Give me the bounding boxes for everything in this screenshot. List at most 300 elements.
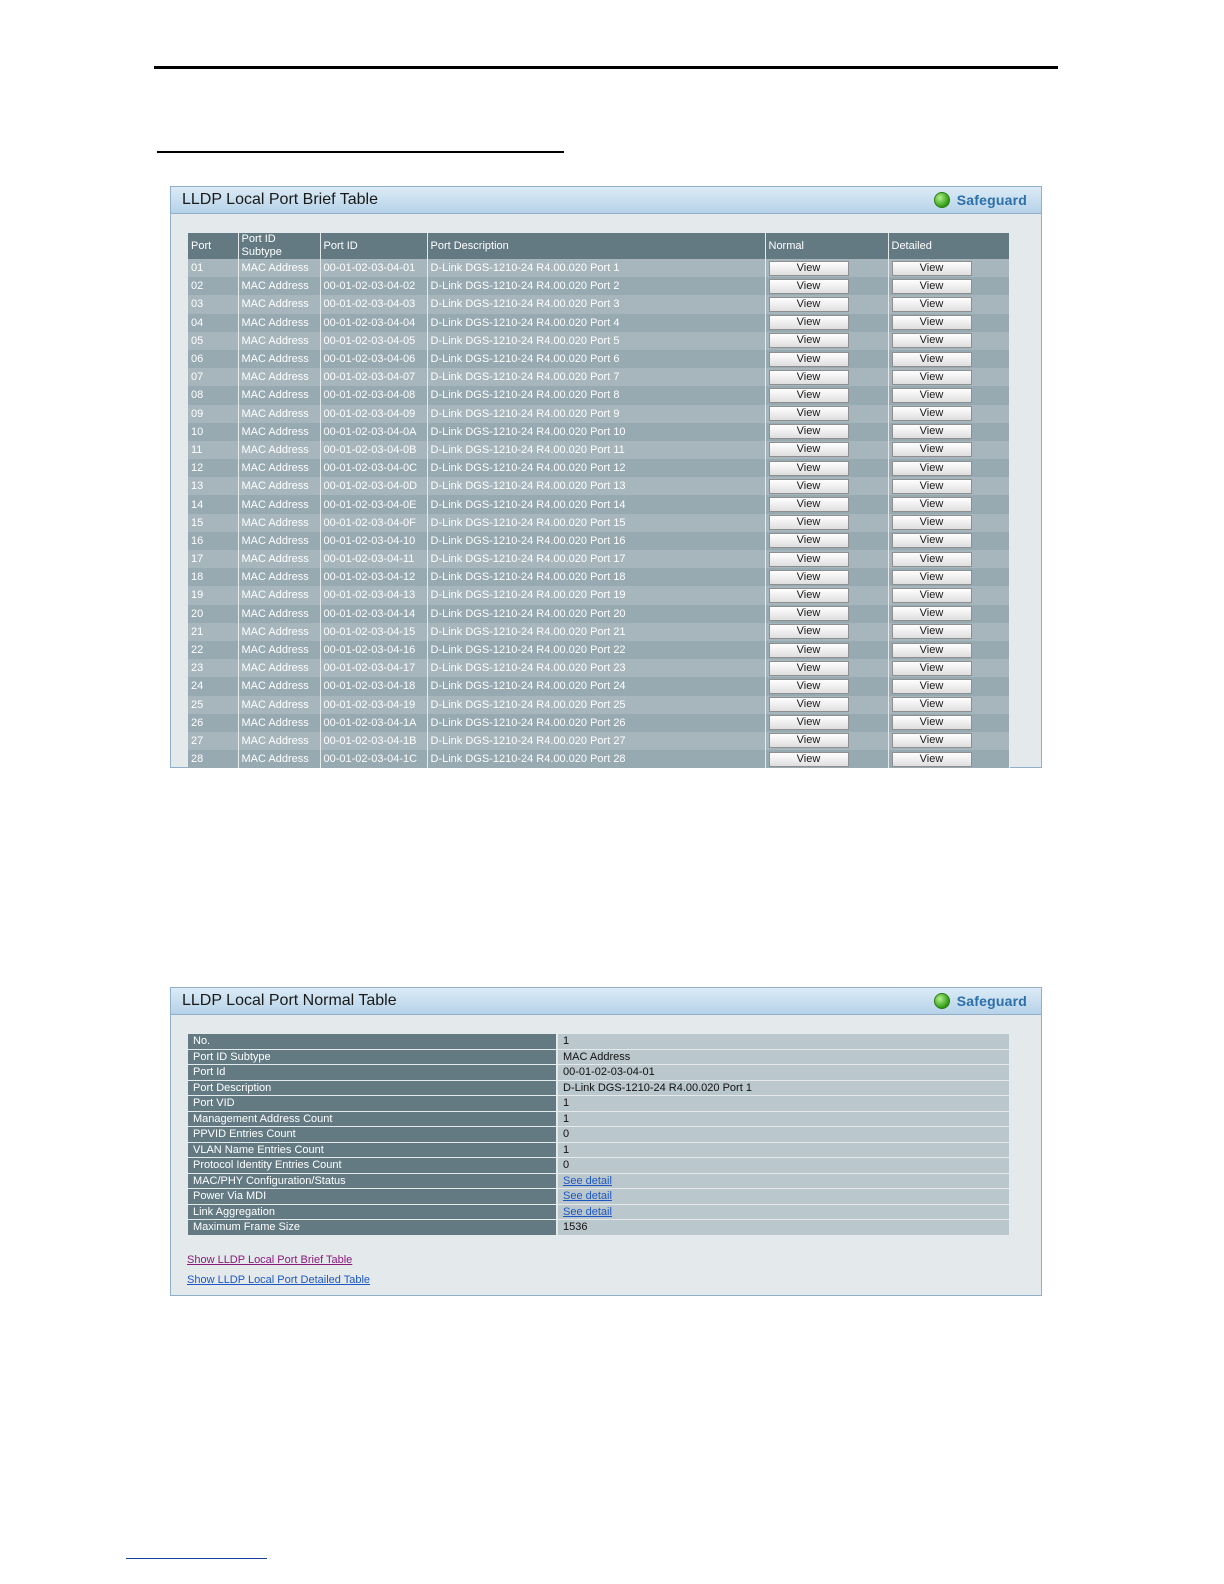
- field-value: 1536: [557, 1220, 1009, 1236]
- normal-view-button[interactable]: View: [769, 279, 849, 294]
- safeguard-status-icon: [934, 192, 950, 208]
- button-cell: [888, 386, 1009, 404]
- port-id-subtype-cell: MAC Address: [238, 714, 320, 732]
- field-label: No.: [188, 1034, 557, 1049]
- port-description-cell: D-Link DGS-1210-24 R4.00.020 Port 8: [427, 386, 765, 404]
- port-description-cell: D-Link DGS-1210-24 R4.00.020 Port 18: [427, 568, 765, 586]
- field-value: 1: [557, 1111, 1009, 1127]
- port-id-subtype-cell: MAC Address: [238, 641, 320, 659]
- port-description-cell: D-Link DGS-1210-24 R4.00.020 Port 25: [427, 696, 765, 714]
- port-cell: 11: [188, 441, 238, 459]
- port-cell: 20: [188, 605, 238, 623]
- port-id-cell: 00-01-02-03-04-13: [320, 586, 427, 604]
- normal-view-button[interactable]: View: [769, 661, 849, 676]
- normal-view-button[interactable]: View: [769, 406, 849, 421]
- detailed-view-button[interactable]: View: [892, 479, 972, 494]
- normal-view-button[interactable]: View: [769, 442, 849, 457]
- button-cell: [888, 750, 1009, 768]
- table-row: [188, 1204, 1009, 1220]
- table-row: [188, 659, 1009, 677]
- port-description-cell: D-Link DGS-1210-24 R4.00.020 Port 7: [427, 368, 765, 386]
- detailed-view-button[interactable]: View: [892, 643, 972, 658]
- port-id-subtype-cell: MAC Address: [238, 532, 320, 550]
- button-cell: [765, 259, 888, 277]
- port-id-subtype-cell: MAC Address: [238, 441, 320, 459]
- table-row: [188, 641, 1009, 659]
- button-cell: [888, 350, 1009, 368]
- detailed-view-button[interactable]: View: [892, 733, 972, 748]
- table-row: [188, 550, 1009, 568]
- port-description-cell: D-Link DGS-1210-24 R4.00.020 Port 24: [427, 677, 765, 695]
- normal-view-button[interactable]: View: [769, 352, 849, 367]
- field-value: [557, 1189, 1009, 1205]
- port-id-cell: 00-01-02-03-04-0A: [320, 423, 427, 441]
- table-row: [188, 1158, 1009, 1174]
- table-row: [188, 314, 1009, 332]
- field-label: Port Description: [188, 1080, 557, 1096]
- see-detail-link[interactable]: See detail: [563, 1205, 612, 1218]
- button-cell: [765, 732, 888, 750]
- section-heading-underline: [157, 151, 564, 153]
- detailed-view-button[interactable]: View: [892, 606, 972, 621]
- port-cell: 03: [188, 295, 238, 313]
- port-cell: 17: [188, 550, 238, 568]
- detailed-view-button[interactable]: View: [892, 752, 972, 767]
- field-label: Protocol Identity Entries Count: [188, 1158, 557, 1174]
- normal-view-button[interactable]: View: [769, 497, 849, 512]
- port-id-subtype-cell: MAC Address: [238, 750, 320, 768]
- port-cell: 27: [188, 732, 238, 750]
- lldp-normal-table: [188, 1034, 1009, 1236]
- detailed-view-button[interactable]: View: [892, 261, 972, 276]
- port-cell: 06: [188, 350, 238, 368]
- button-cell: [888, 550, 1009, 568]
- footer-rule: [126, 1558, 267, 1559]
- table-row: [188, 586, 1009, 604]
- port-id-subtype-cell: MAC Address: [238, 659, 320, 677]
- port-id-cell: 00-01-02-03-04-02: [320, 277, 427, 295]
- normal-view-button[interactable]: View: [769, 679, 849, 694]
- normal-view-button[interactable]: View: [769, 461, 849, 476]
- port-description-cell: D-Link DGS-1210-24 R4.00.020 Port 22: [427, 641, 765, 659]
- field-value: 1: [557, 1096, 1009, 1112]
- button-cell: [765, 677, 888, 695]
- table-row: [188, 1127, 1009, 1143]
- button-cell: [765, 750, 888, 768]
- port-description-cell: D-Link DGS-1210-24 R4.00.020 Port 16: [427, 532, 765, 550]
- button-cell: [888, 714, 1009, 732]
- normal-view-button[interactable]: View: [769, 315, 849, 330]
- table-row: [188, 750, 1009, 768]
- button-cell: [888, 696, 1009, 714]
- field-label: VLAN Name Entries Count: [188, 1142, 557, 1158]
- safeguard-label: Safeguard: [956, 192, 1027, 208]
- detailed-view-button[interactable]: View: [892, 352, 972, 367]
- port-description-cell: D-Link DGS-1210-24 R4.00.020 Port 19: [427, 586, 765, 604]
- button-cell: [888, 495, 1009, 513]
- port-id-cell: 00-01-02-03-04-07: [320, 368, 427, 386]
- detailed-view-button[interactable]: View: [892, 424, 972, 439]
- port-description-cell: D-Link DGS-1210-24 R4.00.020 Port 5: [427, 332, 765, 350]
- port-cell: 21: [188, 623, 238, 641]
- port-description-cell: D-Link DGS-1210-24 R4.00.020 Port 26: [427, 714, 765, 732]
- safeguard-indicator: [934, 993, 1027, 1009]
- field-value: D-Link DGS-1210-24 R4.00.020 Port 1: [557, 1080, 1009, 1096]
- port-cell: 08: [188, 386, 238, 404]
- port-cell: 15: [188, 514, 238, 532]
- field-value: 1: [557, 1034, 1009, 1049]
- button-cell: [888, 677, 1009, 695]
- column-header: Port ID: [320, 233, 427, 259]
- port-description-cell: D-Link DGS-1210-24 R4.00.020 Port 9: [427, 405, 765, 423]
- button-cell: [765, 714, 888, 732]
- port-description-cell: D-Link DGS-1210-24 R4.00.020 Port 10: [427, 423, 765, 441]
- port-cell: 07: [188, 368, 238, 386]
- port-id-subtype-cell: MAC Address: [238, 368, 320, 386]
- button-cell: [765, 568, 888, 586]
- port-id-cell: 00-01-02-03-04-0C: [320, 459, 427, 477]
- table-row: [188, 277, 1009, 295]
- table-row: [188, 477, 1009, 495]
- button-cell: [888, 441, 1009, 459]
- port-cell: 18: [188, 568, 238, 586]
- port-description-cell: D-Link DGS-1210-24 R4.00.020 Port 3: [427, 295, 765, 313]
- table-row: [188, 295, 1009, 313]
- port-id-cell: 00-01-02-03-04-05: [320, 332, 427, 350]
- port-id-subtype-cell: MAC Address: [238, 295, 320, 313]
- button-cell: [888, 586, 1009, 604]
- port-cell: 24: [188, 677, 238, 695]
- normal-view-button[interactable]: View: [769, 533, 849, 548]
- port-id-cell: 00-01-02-03-04-03: [320, 295, 427, 313]
- port-description-cell: D-Link DGS-1210-24 R4.00.020 Port 28: [427, 750, 765, 768]
- button-cell: [765, 350, 888, 368]
- port-id-subtype-cell: MAC Address: [238, 550, 320, 568]
- field-value: [557, 1173, 1009, 1189]
- button-cell: [888, 405, 1009, 423]
- lldp-brief-panel: [170, 186, 1042, 768]
- normal-view-button[interactable]: View: [769, 624, 849, 639]
- port-id-cell: 00-01-02-03-04-01: [320, 259, 427, 277]
- port-description-cell: D-Link DGS-1210-24 R4.00.020 Port 27: [427, 732, 765, 750]
- button-cell: [765, 441, 888, 459]
- table-row: [188, 568, 1009, 586]
- port-id-cell: 00-01-02-03-04-09: [320, 405, 427, 423]
- column-header: Port ID Subtype: [238, 233, 320, 259]
- detailed-view-button[interactable]: View: [892, 570, 972, 585]
- port-cell: 02: [188, 277, 238, 295]
- button-cell: [765, 532, 888, 550]
- button-cell: [888, 277, 1009, 295]
- table-row: [188, 405, 1009, 423]
- field-value: [557, 1204, 1009, 1220]
- field-label: Port VID: [188, 1096, 557, 1112]
- button-cell: [888, 423, 1009, 441]
- table-row: [188, 732, 1009, 750]
- table-row: [188, 459, 1009, 477]
- port-id-cell: 00-01-02-03-04-1B: [320, 732, 427, 750]
- normal-view-button[interactable]: View: [769, 606, 849, 621]
- port-id-cell: 00-01-02-03-04-18: [320, 677, 427, 695]
- port-description-cell: D-Link DGS-1210-24 R4.00.020 Port 11: [427, 441, 765, 459]
- normal-view-button[interactable]: View: [769, 697, 849, 712]
- normal-view-button[interactable]: View: [769, 333, 849, 348]
- normal-view-button[interactable]: View: [769, 370, 849, 385]
- lldp-normal-panel: [170, 987, 1042, 1296]
- button-cell: [765, 295, 888, 313]
- table-row: [188, 386, 1009, 404]
- button-cell: [888, 314, 1009, 332]
- button-cell: [888, 641, 1009, 659]
- port-id-cell: 00-01-02-03-04-1A: [320, 714, 427, 732]
- port-id-cell: 00-01-02-03-04-17: [320, 659, 427, 677]
- table-row: [188, 332, 1009, 350]
- port-cell: 14: [188, 495, 238, 513]
- normal-view-button[interactable]: View: [769, 388, 849, 403]
- table-row: [188, 1173, 1009, 1189]
- detailed-view-button[interactable]: View: [892, 297, 972, 312]
- button-cell: [888, 514, 1009, 532]
- normal-view-button[interactable]: View: [769, 715, 849, 730]
- port-description-cell: D-Link DGS-1210-24 R4.00.020 Port 17: [427, 550, 765, 568]
- port-cell: 16: [188, 532, 238, 550]
- detailed-view-button[interactable]: View: [892, 497, 972, 512]
- table-row: [188, 1220, 1009, 1236]
- detailed-view-button[interactable]: View: [892, 515, 972, 530]
- panel-header: [171, 187, 1041, 214]
- button-cell: [765, 277, 888, 295]
- button-cell: [765, 605, 888, 623]
- table-row: [188, 532, 1009, 550]
- see-detail-link[interactable]: See detail: [563, 1174, 612, 1187]
- detailed-view-button[interactable]: View: [892, 333, 972, 348]
- safeguard-label: Safeguard: [956, 993, 1027, 1009]
- port-id-cell: 00-01-02-03-04-04: [320, 314, 427, 332]
- table-row: [188, 1142, 1009, 1158]
- field-label: PPVID Entries Count: [188, 1127, 557, 1143]
- button-cell: [888, 477, 1009, 495]
- table-row: [188, 1065, 1009, 1081]
- button-cell: [888, 459, 1009, 477]
- button-cell: [765, 314, 888, 332]
- normal-view-button[interactable]: View: [769, 752, 849, 767]
- button-cell: [888, 732, 1009, 750]
- button-cell: [765, 405, 888, 423]
- normal-view-button[interactable]: View: [769, 424, 849, 439]
- table-row: [188, 423, 1009, 441]
- port-cell: 09: [188, 405, 238, 423]
- port-cell: 10: [188, 423, 238, 441]
- port-cell: 12: [188, 459, 238, 477]
- field-label: Link Aggregation: [188, 1204, 557, 1220]
- table-row: [188, 1111, 1009, 1127]
- normal-view-button[interactable]: View: [769, 588, 849, 603]
- field-value: 0: [557, 1158, 1009, 1174]
- table-row: [188, 368, 1009, 386]
- port-id-cell: 00-01-02-03-04-19: [320, 696, 427, 714]
- port-id-cell: 00-01-02-03-04-1C: [320, 750, 427, 768]
- field-label: Maximum Frame Size: [188, 1220, 557, 1236]
- page-top-rule: [154, 66, 1058, 69]
- button-cell: [888, 295, 1009, 313]
- port-id-subtype-cell: MAC Address: [238, 459, 320, 477]
- detailed-view-button[interactable]: View: [892, 370, 972, 385]
- detailed-view-button[interactable]: View: [892, 533, 972, 548]
- detailed-view-button[interactable]: View: [892, 279, 972, 294]
- table-row: [188, 441, 1009, 459]
- port-id-cell: 00-01-02-03-04-08: [320, 386, 427, 404]
- normal-view-button[interactable]: View: [769, 643, 849, 658]
- detailed-view-button[interactable]: View: [892, 624, 972, 639]
- port-cell: 23: [188, 659, 238, 677]
- port-id-subtype-cell: MAC Address: [238, 332, 320, 350]
- button-cell: [765, 477, 888, 495]
- table-row: [188, 1096, 1009, 1112]
- normal-view-button[interactable]: View: [769, 515, 849, 530]
- table-row: [188, 495, 1009, 513]
- table-row: [188, 1189, 1009, 1205]
- detailed-view-button[interactable]: View: [892, 715, 972, 730]
- button-cell: [765, 386, 888, 404]
- port-id-cell: 00-01-02-03-04-06: [320, 350, 427, 368]
- button-cell: [888, 259, 1009, 277]
- detailed-view-button[interactable]: View: [892, 552, 972, 567]
- normal-view-button[interactable]: View: [769, 552, 849, 567]
- port-id-subtype-cell: MAC Address: [238, 495, 320, 513]
- see-detail-link[interactable]: See detail: [563, 1190, 612, 1203]
- field-label: Management Address Count: [188, 1111, 557, 1127]
- port-description-cell: D-Link DGS-1210-24 R4.00.020 Port 20: [427, 605, 765, 623]
- button-cell: [888, 532, 1009, 550]
- port-description-cell: D-Link DGS-1210-24 R4.00.020 Port 12: [427, 459, 765, 477]
- detailed-view-button[interactable]: View: [892, 442, 972, 457]
- port-id-cell: 00-01-02-03-04-15: [320, 623, 427, 641]
- port-description-cell: D-Link DGS-1210-24 R4.00.020 Port 21: [427, 623, 765, 641]
- panel-title: LLDP Local Port Normal Table: [182, 992, 397, 1009]
- button-cell: [765, 368, 888, 386]
- field-value: 0: [557, 1127, 1009, 1143]
- button-cell: [765, 586, 888, 604]
- normal-view-button[interactable]: View: [769, 733, 849, 748]
- port-id-subtype-cell: MAC Address: [238, 386, 320, 404]
- detailed-view-button[interactable]: View: [892, 315, 972, 330]
- lldp-brief-table: [188, 233, 1010, 768]
- detailed-view-button[interactable]: View: [892, 388, 972, 403]
- port-cell: 01: [188, 259, 238, 277]
- port-cell: 28: [188, 750, 238, 768]
- column-header: Detailed: [888, 233, 1009, 259]
- table-row: [188, 605, 1009, 623]
- port-description-cell: D-Link DGS-1210-24 R4.00.020 Port 6: [427, 350, 765, 368]
- port-id-subtype-cell: MAC Address: [238, 514, 320, 532]
- button-cell: [765, 514, 888, 532]
- port-id-subtype-cell: MAC Address: [238, 586, 320, 604]
- table-row: [188, 623, 1009, 641]
- safeguard-indicator: [934, 192, 1027, 208]
- port-id-cell: 00-01-02-03-04-12: [320, 568, 427, 586]
- button-cell: [765, 641, 888, 659]
- port-description-cell: D-Link DGS-1210-24 R4.00.020 Port 14: [427, 495, 765, 513]
- port-id-cell: 00-01-02-03-04-0D: [320, 477, 427, 495]
- table-header-row: [188, 233, 1009, 259]
- field-label: Port ID Subtype: [188, 1049, 557, 1065]
- button-cell: [765, 550, 888, 568]
- button-cell: [765, 659, 888, 677]
- port-id-cell: 00-01-02-03-04-16: [320, 641, 427, 659]
- button-cell: [888, 332, 1009, 350]
- field-label: Power Via MDI: [188, 1189, 557, 1205]
- table-row: [188, 677, 1009, 695]
- table-row: [188, 514, 1009, 532]
- port-cell: 19: [188, 586, 238, 604]
- field-value: 00-01-02-03-04-01: [557, 1065, 1009, 1081]
- table-row: [188, 696, 1009, 714]
- port-id-subtype-cell: MAC Address: [238, 677, 320, 695]
- show-detailed-table-link[interactable]: Show LLDP Local Port Detailed Table: [187, 1274, 371, 1286]
- column-header: Normal: [765, 233, 888, 259]
- detailed-view-button[interactable]: View: [892, 697, 972, 712]
- safeguard-status-icon: [934, 993, 950, 1009]
- port-cell: 04: [188, 314, 238, 332]
- detailed-view-button[interactable]: View: [892, 406, 972, 421]
- button-cell: [765, 623, 888, 641]
- port-description-cell: D-Link DGS-1210-24 R4.00.020 Port 15: [427, 514, 765, 532]
- column-header: Port Description: [427, 233, 765, 259]
- show-brief-table-link[interactable]: Show LLDP Local Port Brief Table: [187, 1254, 353, 1266]
- normal-view-button[interactable]: View: [769, 570, 849, 585]
- port-description-cell: D-Link DGS-1210-24 R4.00.020 Port 2: [427, 277, 765, 295]
- button-cell: [888, 368, 1009, 386]
- table-row: [188, 714, 1009, 732]
- normal-view-button[interactable]: View: [769, 297, 849, 312]
- field-value: 1: [557, 1142, 1009, 1158]
- port-description-cell: D-Link DGS-1210-24 R4.00.020 Port 13: [427, 477, 765, 495]
- detailed-view-button[interactable]: View: [892, 588, 972, 603]
- port-id-subtype-cell: MAC Address: [238, 623, 320, 641]
- button-cell: [765, 332, 888, 350]
- button-cell: [888, 605, 1009, 623]
- port-id-cell: 00-01-02-03-04-10: [320, 532, 427, 550]
- button-cell: [888, 623, 1009, 641]
- port-id-subtype-cell: MAC Address: [238, 423, 320, 441]
- port-id-subtype-cell: MAC Address: [238, 277, 320, 295]
- port-description-cell: D-Link DGS-1210-24 R4.00.020 Port 23: [427, 659, 765, 677]
- field-label: MAC/PHY Configuration/Status: [188, 1173, 557, 1189]
- normal-view-button[interactable]: View: [769, 261, 849, 276]
- table-row: [188, 350, 1009, 368]
- field-value: MAC Address: [557, 1049, 1009, 1065]
- detailed-view-button[interactable]: View: [892, 661, 972, 676]
- normal-view-button[interactable]: View: [769, 479, 849, 494]
- panel-header: [171, 988, 1041, 1015]
- port-id-cell: 00-01-02-03-04-11: [320, 550, 427, 568]
- port-id-cell: 00-01-02-03-04-0B: [320, 441, 427, 459]
- port-cell: 26: [188, 714, 238, 732]
- detailed-view-button[interactable]: View: [892, 461, 972, 476]
- button-cell: [765, 696, 888, 714]
- button-cell: [888, 568, 1009, 586]
- field-label: Port Id: [188, 1065, 557, 1081]
- column-header: Port: [188, 233, 238, 259]
- port-id-cell: 00-01-02-03-04-14: [320, 605, 427, 623]
- button-cell: [888, 659, 1009, 677]
- port-id-subtype-cell: MAC Address: [238, 405, 320, 423]
- port-cell: 22: [188, 641, 238, 659]
- table-row: [188, 1034, 1009, 1049]
- port-id-cell: 00-01-02-03-04-0E: [320, 495, 427, 513]
- detailed-view-button[interactable]: View: [892, 679, 972, 694]
- port-id-subtype-cell: MAC Address: [238, 732, 320, 750]
